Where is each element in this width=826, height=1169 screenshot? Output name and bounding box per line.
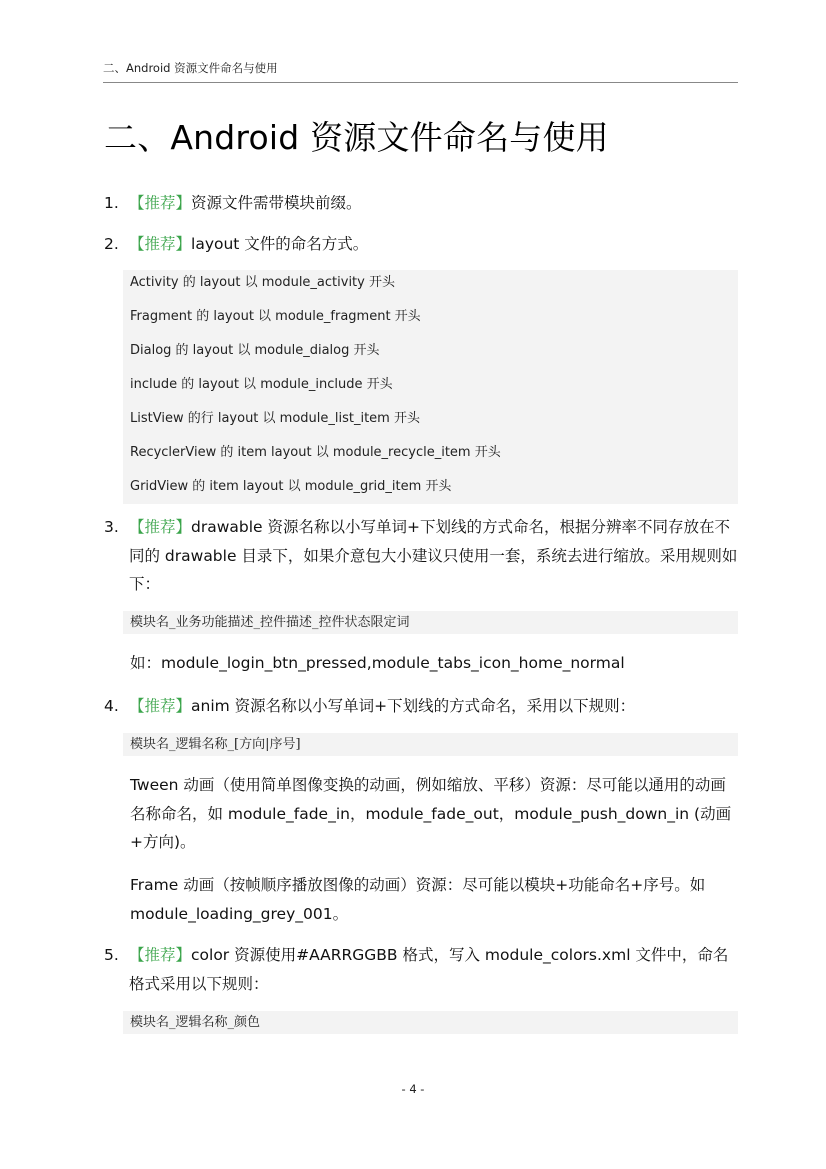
code-line: 模块名_逻辑名称_颜色 xyxy=(130,1015,261,1030)
item-number: 2. xyxy=(104,235,119,253)
item-number: 3. xyxy=(104,518,119,536)
code-line: GridView 的 item layout 以 module_grid_item 开头 xyxy=(130,479,452,494)
code-line: ListView 的行 layout 以 module_list_item 开头 xyxy=(130,411,420,426)
code-line: include 的 layout 以 module_include 开头 xyxy=(130,377,393,392)
list-item-5 xyxy=(104,941,740,998)
item-text: anim 资源名称以小写单词+下划线的方式命名，采用以下规则： xyxy=(191,697,636,715)
code-block-drawable xyxy=(123,611,738,634)
anim-tween-paragraph: Tween 动画（使用简单图像变换的动画，例如缩放、平移）资源：尽可能以通用的动画名称命名，如 module_fade_in，module_fade_out，module_push_down_in (动画+方向)。 xyxy=(130,776,732,851)
list-item-1 xyxy=(104,189,740,218)
code-block-anim xyxy=(123,733,738,756)
recommend-tag: 【推荐】 xyxy=(129,235,192,253)
list-item-4 xyxy=(104,692,740,721)
recommend-tag: 【推荐】 xyxy=(129,946,192,964)
drawable-example: 如：module_login_btn_pressed,module_tabs_icon_home_normal xyxy=(130,654,625,672)
code-line: Dialog 的 layout 以 module_dialog 开头 xyxy=(130,343,380,358)
list-item-2 xyxy=(104,230,740,259)
code-line: Fragment 的 layout 以 module_fragment 开头 xyxy=(130,309,421,324)
item-number: 4. xyxy=(104,697,119,715)
code-line: 模块名_逻辑名称_[方向|序号] xyxy=(130,737,301,752)
item-text: color 资源使用#AARRGGBB 格式，写入 module_colors.xml 文件中，命名格式采用以下规则： xyxy=(129,946,729,993)
list-item-3 xyxy=(104,513,740,599)
page-header xyxy=(103,60,738,83)
recommend-tag: 【推荐】 xyxy=(129,194,192,212)
item-text: layout 文件的命名方式。 xyxy=(191,235,369,253)
code-block-color xyxy=(123,1011,738,1034)
code-line: Activity 的 layout 以 module_activity 开头 xyxy=(130,275,395,290)
item-number: 1. xyxy=(104,194,119,212)
item-text: 资源文件需带模块前缀。 xyxy=(191,194,362,212)
recommend-tag: 【推荐】 xyxy=(129,518,192,536)
recommend-tag: 【推荐】 xyxy=(129,697,192,715)
code-block-layout xyxy=(123,270,738,504)
page-title: 二、Android 资源文件命名与使用 xyxy=(104,118,609,157)
anim-frame-paragraph: Frame 动画（按帧顺序播放图像的动画）资源：尽可能以模块+功能命名+序号。如 module_loading_grey_001。 xyxy=(130,876,706,923)
header-text: 二、Android 资源文件命名与使用 xyxy=(103,61,278,75)
code-line: 模块名_业务功能描述_控件描述_控件状态限定词 xyxy=(130,615,410,630)
item-text: drawable 资源名称以小写单词+下划线的方式命名，根据分辨率不同存放在不同的 drawable 目录下，如果介意包大小建议只使用一套，系统去进行缩放。采用规则如下： xyxy=(129,518,738,593)
item-number: 5. xyxy=(104,946,119,964)
code-line: RecyclerView 的 item layout 以 module_recycle_item 开头 xyxy=(130,445,501,460)
page-number: - 4 - xyxy=(401,1082,425,1096)
